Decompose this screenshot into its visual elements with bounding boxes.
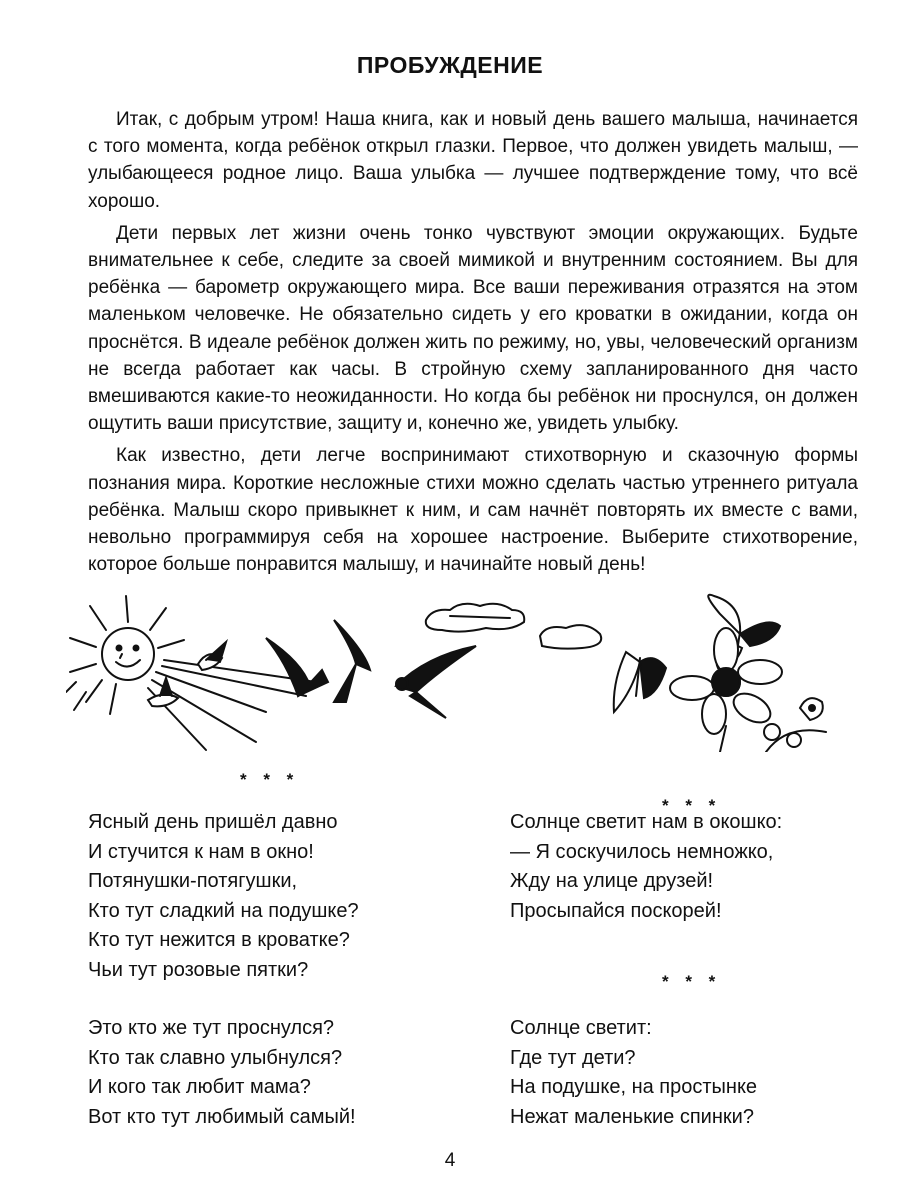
poem-left-stanza-1	[88, 808, 359, 985]
poem-line: На подушке, на простынке	[510, 1076, 758, 1098]
daisy-icon	[670, 628, 826, 752]
poem-line: Чьи тут розовые пятки?	[88, 958, 309, 981]
poem-right-2	[510, 1014, 757, 1132]
page-title: ПРОБУЖДЕНИЕ	[356, 52, 544, 78]
morning-illustration	[66, 592, 842, 752]
paragraph: Как известно, дети легче воспринимают стихотворную и сказочную формы познания мира. Короткие несложные стихи можно сделать частью утреннего ритуала ребёнка. Малыш скоро привыкнет к ним, и сам начнёт повторять их вместе с вами, невольно программируя себя на хорошее настроение. Выберите стихотворение, которое больше понравится малышу, и начинайте новый день!	[88, 445, 858, 576]
poem-line: Ясный день пришёл давно	[88, 811, 338, 833]
separator-right-1: * * *	[662, 796, 722, 815]
poem-left-stanza-2	[88, 1014, 356, 1132]
poem-line: — Я соскучилось немножко,	[510, 840, 774, 863]
poem-line: Вот кто тут любимый самый!	[88, 1105, 356, 1128]
separator-left: * * *	[240, 770, 300, 789]
sun-icon	[66, 596, 316, 750]
poem-line: Потянушки-потягушки,	[88, 870, 298, 892]
poem-line: И кого так любит мама?	[88, 1076, 311, 1098]
poem-line: Кто тут сладкий на подушке?	[88, 899, 359, 922]
poem-line: Солнце светит:	[510, 1017, 652, 1039]
poem-line: Кто так славно улыбнулся?	[88, 1046, 343, 1069]
page-number: 4	[444, 1150, 456, 1171]
cloud-icon	[426, 604, 601, 649]
separator-right-2: * * *	[662, 972, 722, 991]
poem-line: Солнце светит нам в окошко:	[510, 811, 783, 833]
poem-right-1	[510, 808, 782, 926]
poem-line: Нежат маленькие спинки?	[510, 1105, 754, 1128]
intro-text	[88, 106, 858, 583]
poem-line: Жду на улице друзей!	[510, 870, 714, 892]
paragraph: Итак, с добрым утром! Наша книга, как и новый день вашего малыша, начинается с того момента, когда ребёнок открыл глазки. Первое, что должен увидеть малыш, — улыбающееся родное лицо. Ваша улыбка — лучшее подтверждение тому, что всё хорошо.	[88, 109, 858, 212]
poem-line: Кто тут нежится в кроватке?	[88, 929, 350, 951]
poem-line: Это кто же тут проснулся?	[88, 1017, 335, 1039]
swallow-icon	[266, 620, 476, 718]
poem-line: Просыпайся поскорей!	[510, 899, 722, 922]
poem-line: Где тут дети?	[510, 1046, 636, 1069]
paragraph: Дети первых лет жизни очень тонко чувствуют эмоции окружающих. Будьте внимательнее к себе, следите за своей мимикой и внутренним состоянием. Вы для ребёнка — барометр окружающего мира. Все ваши переживания отразятся на этом маленьком человечке. Не обязательно сидеть у его кроватки в ожидании, когда он проснётся. В идеале ребёнок должен жить по режиму, но, увы, человеческий организм не всегда работает как часы. В стройную схему запланированного дня часто вмешиваются какие-то неожиданности. Но когда бы ребёнок ни проснулся, он должен ощутить ваши присутствие, защиту и, конечно же, увидеть улыбку.	[88, 222, 858, 435]
poem-line: И стучится к нам в окно!	[88, 840, 314, 863]
